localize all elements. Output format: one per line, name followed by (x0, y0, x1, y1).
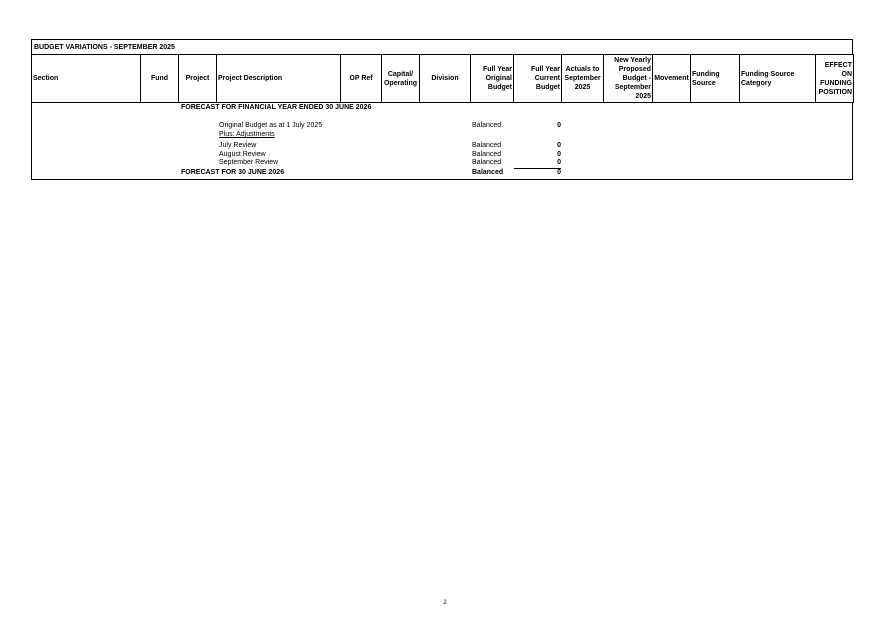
forecast-total-status: Balanced (472, 169, 504, 176)
forecast-total-value: 0 (557, 169, 561, 176)
forecast-total-label: FORECAST FOR 30 JUNE 2026 (181, 169, 285, 176)
review-label: September Review (219, 159, 279, 166)
review-label: July Review (219, 142, 257, 149)
original-budget-status: Balanced (472, 122, 502, 129)
page-number: 2 (443, 600, 447, 606)
original-budget-label: Original Budget as at 1 July 2025 (219, 122, 323, 129)
forecast-heading: FORECAST FOR FINANCIAL YEAR ENDED 30 JUNE 2026 (181, 104, 372, 111)
budget-variations-sheet (31, 39, 853, 180)
col-op-ref: OP Ref (341, 55, 382, 103)
col-movement: Movement (653, 55, 691, 103)
col-full-year-current-budget: Full Year Current Budget (514, 55, 562, 103)
report-title: BUDGET VARIATIONS - SEPTEMBER 2025 (31, 39, 853, 54)
review-status: Balanced (472, 151, 502, 158)
review-status: Balanced (472, 159, 502, 166)
col-full-year-original-budget: Full Year Original Budget (471, 55, 514, 103)
col-project: Project (179, 55, 217, 103)
col-section: Section (32, 55, 141, 103)
col-actuals-to-september: Actuals to September 2025 (562, 55, 604, 103)
col-new-yearly-proposed-budget: New Yearly Proposed Budget - September 2025 (604, 55, 653, 103)
col-funding-source: Funding Source (691, 55, 740, 103)
review-value: 0 (557, 142, 561, 149)
budget-table-body (31, 103, 853, 180)
review-value: 0 (557, 151, 561, 158)
review-value: 0 (557, 159, 561, 166)
adjustments-label: Plus: Adjustments (219, 131, 275, 138)
budget-table-header (31, 54, 854, 103)
col-effect-on-funding-position: EFFECT ON FUNDING POSITION (816, 55, 854, 103)
col-division: Division (420, 55, 471, 103)
review-status: Balanced (472, 142, 502, 149)
col-fund: Fund (141, 55, 179, 103)
review-label: August Review (219, 151, 266, 158)
col-project-description: Project Description (217, 55, 341, 103)
original-budget-value: 0 (557, 122, 561, 129)
col-funding-source-category: Funding Source Category (740, 55, 816, 103)
col-capital-operating: Capital/ Operating (382, 55, 420, 103)
